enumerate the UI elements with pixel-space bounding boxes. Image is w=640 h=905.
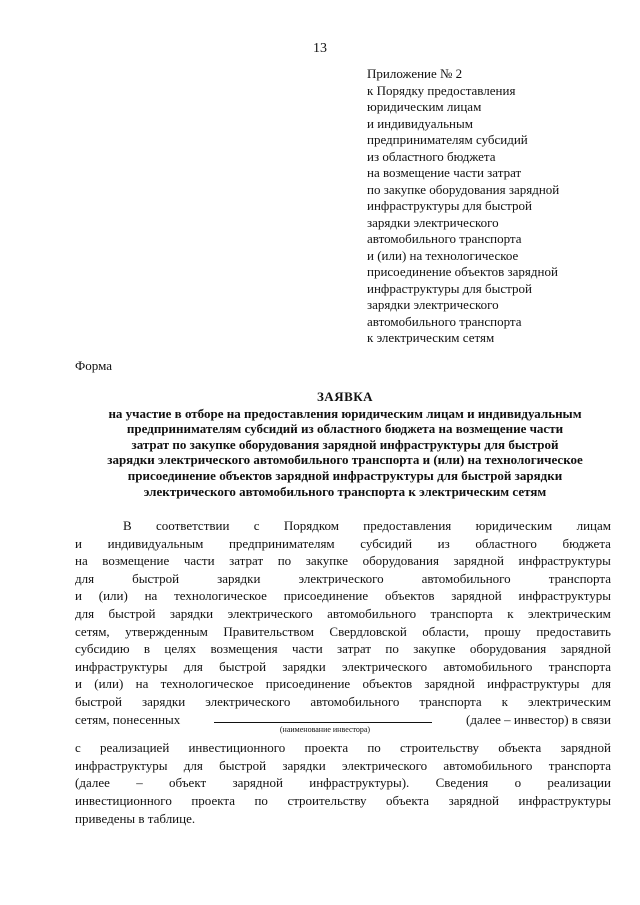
- body-word: для: [75, 605, 95, 621]
- body-word: быстрой: [75, 693, 122, 709]
- body-word: реализации: [547, 775, 611, 791]
- body-line: [75, 658, 611, 676]
- body-word: на: [135, 676, 149, 692]
- body-word: предпринимателям: [228, 535, 335, 551]
- body-word: на: [144, 588, 158, 604]
- body-word: затрат: [337, 641, 372, 657]
- body-word: электрическим: [528, 693, 611, 709]
- body-word: объектов: [362, 676, 413, 692]
- appendix-line: зарядки электрического: [367, 297, 499, 312]
- appendix-line: предпринимателям субсидий: [367, 132, 528, 147]
- body-word: на: [75, 553, 88, 569]
- body-word: Правительством: [223, 623, 314, 639]
- body-line: [75, 570, 611, 588]
- appendix-line: Приложение № 2: [367, 66, 463, 81]
- body-word: Порядком: [283, 518, 339, 533]
- heading-line: зарядки электрического автомобильного транспорта и (или) на технологическое: [107, 452, 583, 468]
- body-word: и: [75, 588, 82, 604]
- body-word: Свердловской: [329, 623, 407, 639]
- body-word: инфраструктуры: [75, 757, 168, 773]
- body-word: соответствии: [155, 518, 230, 533]
- body-word: области,: [422, 623, 469, 639]
- heading-line: предпринимателям субсидий из областного бюджета на возмещение части: [126, 421, 564, 437]
- body-word: –: [136, 775, 143, 791]
- body-word: для: [591, 676, 611, 692]
- body-word: транспорта: [419, 693, 482, 709]
- body-word: с: [75, 740, 81, 756]
- body-word: зарядки: [282, 658, 326, 674]
- body-word: и: [75, 676, 82, 692]
- body-word: индивидуальным: [107, 535, 204, 551]
- body-word: бюджета: [562, 535, 611, 551]
- body-word: целях: [164, 641, 197, 657]
- body-word: юридическим: [475, 518, 553, 533]
- body-word: зарядки: [169, 605, 214, 621]
- body-word: электрическим: [527, 605, 611, 621]
- body-word: объектов: [384, 588, 435, 604]
- body-word: инфраструктуры: [518, 553, 611, 569]
- body-word: предоставления: [363, 518, 452, 533]
- body-word: оборудования: [362, 553, 439, 569]
- body-word: транспорта: [430, 605, 493, 621]
- body-word: зарядной: [448, 792, 499, 808]
- body-word: автомобильного: [443, 658, 533, 674]
- appendix-block: [367, 66, 617, 347]
- body-word: зарядной: [232, 775, 283, 791]
- body-line-last: приведены в таблице.: [75, 810, 196, 826]
- body-word: быстрой: [219, 658, 267, 674]
- body-word: инфраструктуры: [487, 676, 580, 692]
- appendix-line: юридическим лицам: [367, 99, 482, 114]
- body-word: транспорта: [548, 757, 611, 773]
- body-word: инфраструктуры: [75, 658, 168, 674]
- body-word: зарядной: [560, 740, 611, 756]
- body-word: инвестиционного: [188, 740, 286, 756]
- body-word: транспорта: [548, 570, 611, 586]
- body-line: [75, 693, 611, 711]
- page-number: 13: [313, 41, 327, 56]
- body-word: зарядной: [453, 553, 504, 569]
- body-line: [75, 792, 611, 810]
- investor-caption-row: [75, 725, 611, 739]
- body-word: реализацией: [99, 740, 170, 756]
- body-word: инфраструктуры: [518, 588, 611, 604]
- appendix-line: автомобильного транспорта: [367, 313, 522, 329]
- appendix-line: присоединение объектов зарядной: [367, 264, 558, 279]
- body-word: зарядки: [141, 693, 186, 709]
- body-word: для: [75, 570, 95, 586]
- appendix-line: инфраструктуры для быстрой: [367, 280, 532, 296]
- body-word: зарядки: [217, 570, 261, 586]
- appendix-line: и индивидуальным: [367, 115, 473, 131]
- body-word: по: [277, 553, 292, 569]
- body-word: электрического: [227, 605, 313, 621]
- body-word: присоединение: [265, 676, 351, 692]
- appendix-line: инфраструктуры для быстрой: [367, 198, 532, 213]
- body-word: субсидию: [75, 641, 130, 657]
- appendix-line: к Порядку предоставления: [367, 82, 516, 98]
- body-word: областного: [475, 535, 537, 551]
- body-word: инвестиционного: [75, 792, 172, 808]
- body-word: с: [253, 518, 260, 533]
- body-word: к: [501, 693, 508, 709]
- body-word: зарядной: [451, 588, 502, 604]
- body-word: строительству: [399, 740, 480, 756]
- heading-line: электрического автомобильного транспорта к электрическим сетям: [143, 483, 547, 499]
- body-word: по: [385, 641, 399, 657]
- body-word: электрического: [341, 658, 428, 674]
- body-text: [75, 517, 611, 827]
- body-word: (или): [94, 676, 124, 692]
- body-word: лицам: [576, 518, 611, 533]
- body-word: автомобильного: [310, 693, 400, 709]
- body-line: [75, 517, 611, 535]
- body-word: возмещение: [102, 553, 170, 569]
- body-line: [75, 675, 611, 693]
- body-word: предоставить: [536, 623, 611, 639]
- body-line: [75, 535, 611, 553]
- body-word: присоединение: [283, 588, 369, 604]
- body-word: для: [183, 658, 203, 674]
- body-word: инфраструктуры).: [309, 775, 410, 791]
- body-line: [75, 640, 611, 658]
- body-word: части: [183, 553, 215, 569]
- heading-line: затрат по закупке оборудования зарядной инфраструктуры для быстрой: [131, 436, 559, 452]
- body-word: оборудования: [469, 641, 547, 657]
- body-line: [75, 757, 611, 775]
- investor-line-after: (далее – инвестор) в связи: [466, 711, 611, 727]
- investor-name-blank[interactable]: [214, 711, 432, 723]
- body-word: сетям,: [75, 623, 110, 639]
- appendix-line: из областного бюджета: [367, 148, 496, 164]
- body-word: автомобильного: [421, 570, 511, 586]
- body-word: проекта: [304, 740, 349, 756]
- body-word: для: [183, 757, 203, 773]
- body-word: автомобильного: [443, 757, 533, 773]
- body-line: [75, 552, 611, 570]
- appendix-line: автомобильного транспорта: [367, 231, 522, 246]
- body-line: [75, 739, 611, 757]
- document-heading: [72, 389, 618, 499]
- body-word: электрического: [298, 570, 384, 586]
- body-word: зарядной: [560, 641, 611, 657]
- investor-line-before: сетям, понесенных: [75, 711, 181, 727]
- body-word: строительству: [287, 792, 367, 808]
- appendix-line: по закупке оборудования зарядной: [367, 181, 560, 197]
- appendix-line: и (или) на технологическое: [367, 247, 519, 263]
- appendix-line: зарядки электрического: [367, 214, 499, 230]
- body-word: части: [291, 641, 323, 657]
- body-word: проекта: [191, 792, 235, 808]
- form-label: Форма: [75, 358, 112, 373]
- body-word: инфраструктуры: [518, 792, 611, 808]
- appendix-line: к электрическим сетям: [367, 330, 495, 345]
- body-word: В: [123, 518, 132, 533]
- body-word: технологическое: [174, 588, 267, 604]
- body-word: (или): [98, 588, 128, 604]
- body-word: и: [75, 535, 82, 551]
- body-word: быстрой: [132, 570, 180, 586]
- body-word: в: [143, 641, 151, 657]
- body-word: быстрой: [108, 605, 156, 621]
- body-line: [75, 623, 611, 641]
- body-word: объекта: [498, 740, 542, 756]
- body-word: автомобильного: [327, 605, 417, 621]
- body-word: Сведения: [435, 775, 489, 791]
- heading-line: на участие в отборе на предоставления юридическим лицам и индивидуальным: [108, 405, 582, 421]
- appendix-line: на возмещение части затрат: [367, 165, 522, 180]
- body-word: субсидий: [360, 535, 413, 551]
- body-word: электрического: [205, 693, 291, 709]
- body-word: электрического: [341, 757, 428, 773]
- body-word: о: [514, 775, 522, 791]
- body-word: утвержденным: [125, 623, 208, 639]
- body-word: к: [507, 605, 514, 621]
- body-word: (далее: [75, 775, 110, 791]
- body-word: зарядки: [282, 757, 326, 773]
- document-title: ЗАЯВКА: [316, 389, 374, 404]
- body-word: закупке: [413, 641, 456, 657]
- body-word: зарядной: [424, 676, 475, 692]
- body-word: прошу: [484, 623, 521, 639]
- investor-caption: (наименование инвестора): [279, 725, 371, 735]
- body-line: [75, 774, 611, 792]
- body-word: объекта: [386, 792, 430, 808]
- body-word: по: [367, 740, 381, 756]
- body-word: транспорта: [548, 658, 611, 674]
- body-word: закупке: [305, 553, 348, 569]
- body-word: по: [254, 792, 268, 808]
- heading-line: присоединение объектов зарядной инфраструктуры для быстрой зарядки: [127, 467, 563, 483]
- body-line: [75, 605, 611, 623]
- body-word: технологическое: [160, 676, 254, 692]
- body-line: [75, 587, 611, 605]
- body-word: объект: [169, 775, 207, 791]
- body-word: возмещения: [210, 641, 278, 657]
- body-word: затрат: [229, 553, 264, 569]
- body-word: из: [437, 535, 450, 551]
- body-word: быстрой: [219, 757, 267, 773]
